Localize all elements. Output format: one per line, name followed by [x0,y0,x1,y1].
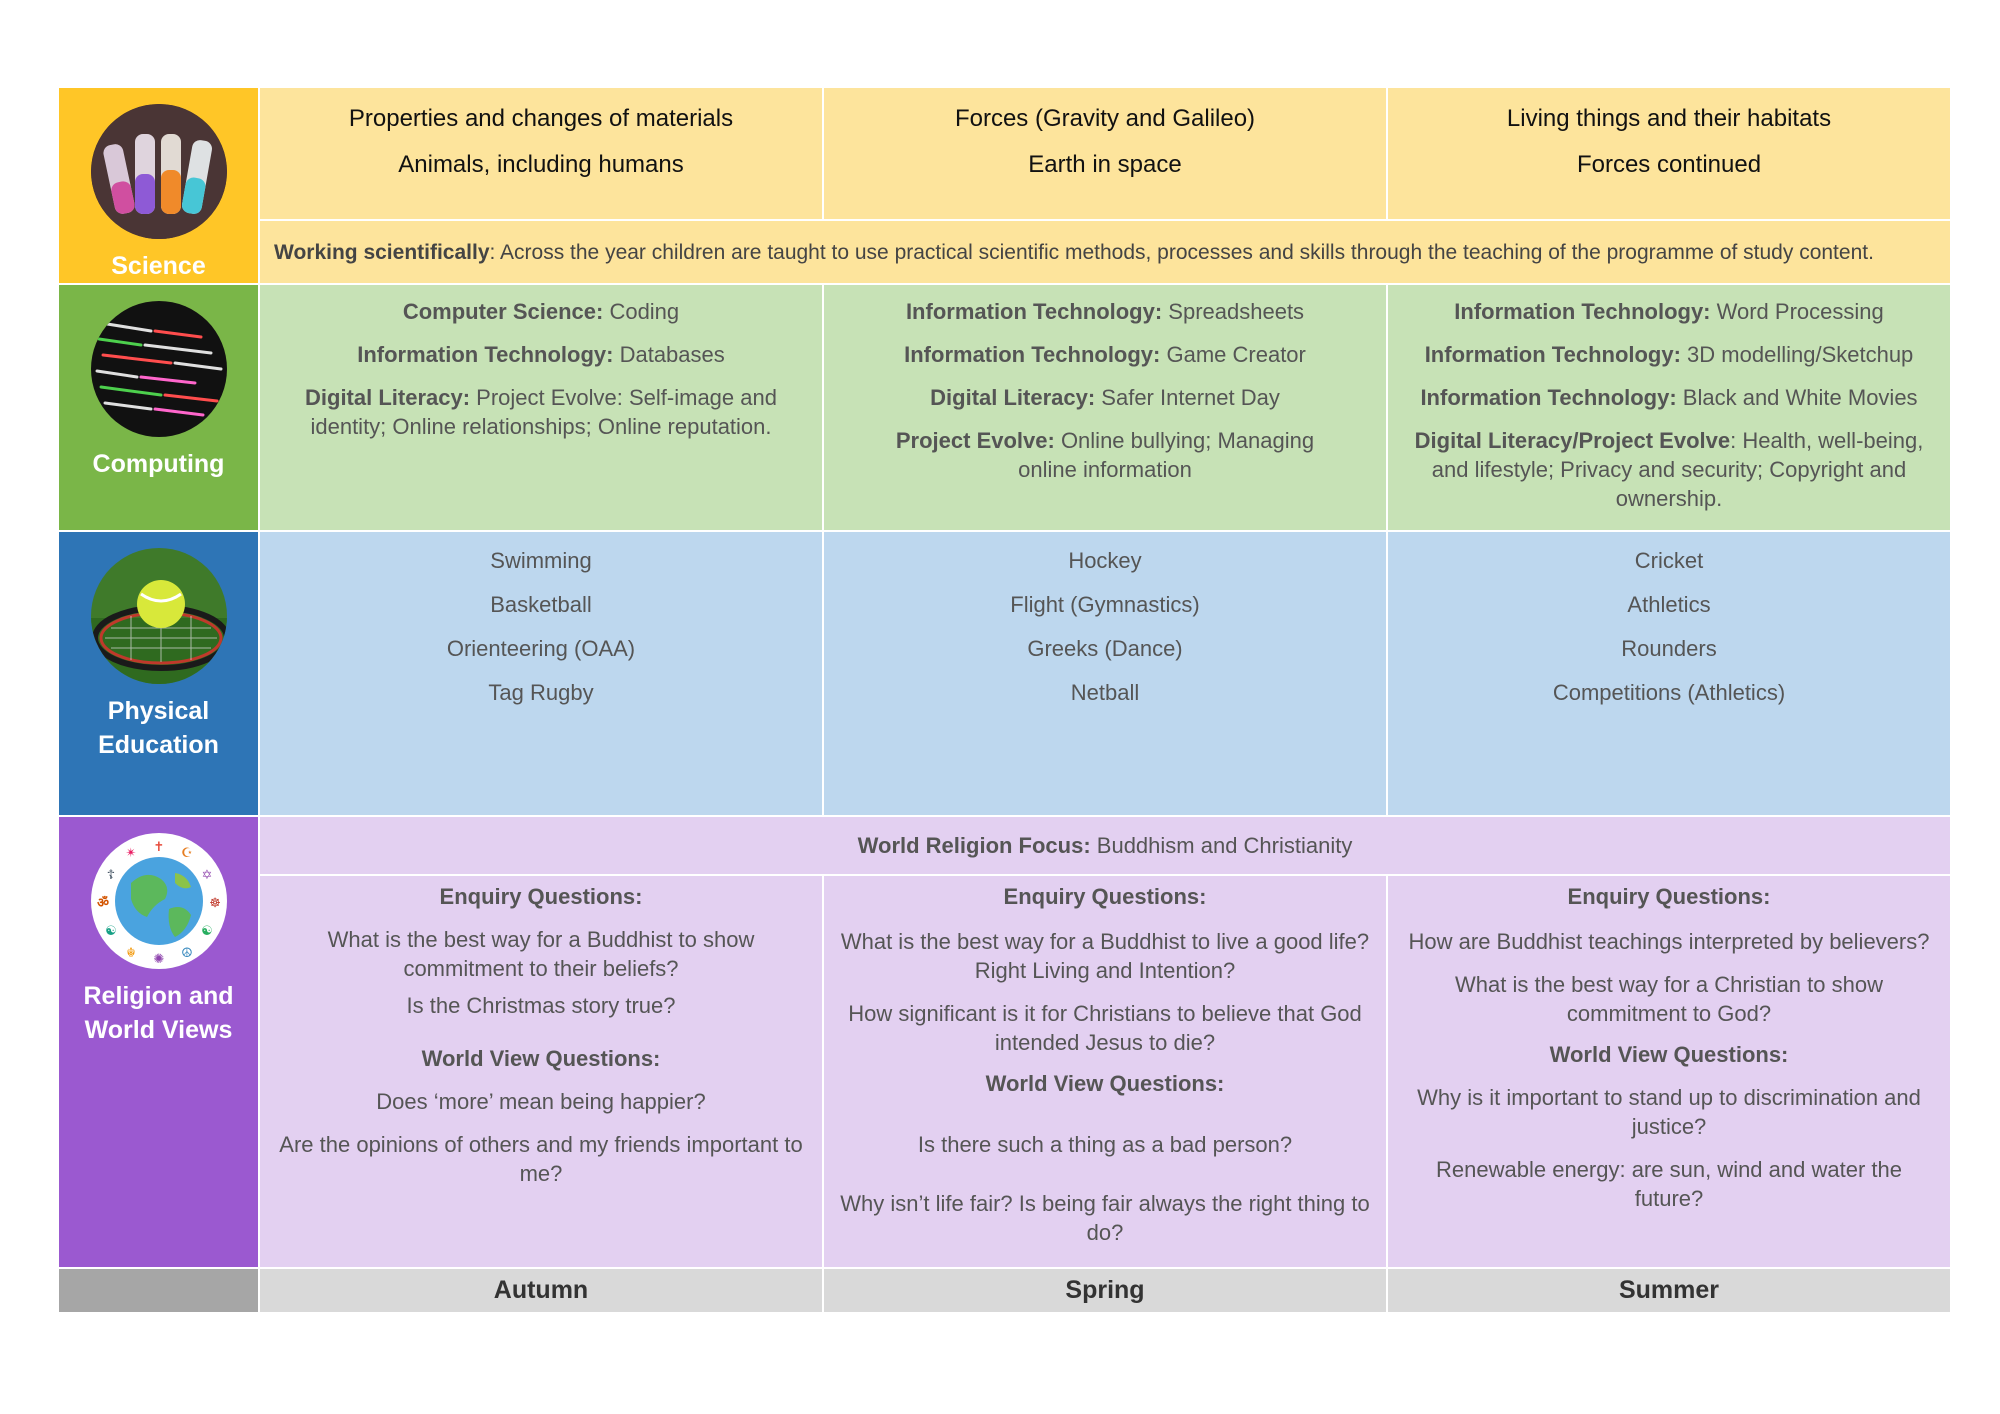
focus-text: Buddhism and Christianity [1090,833,1353,858]
enquiry-question: Is the Christmas story true? [406,993,676,1018]
pe-summer-cell [1387,531,1951,816]
enquiry-question: What is the best way for a Christian to show commitment to God? [1455,972,1883,1026]
worldview-question: Is there such a thing as a bad person? [917,1132,1293,1157]
worldview-heading: World View Questions: [985,1071,1225,1096]
pe-activity: Netball [1070,680,1140,705]
worldview-question: Renewable energy: are sun, wind and water the future? [1436,1157,1902,1211]
computing-autumn-item: Information Technology: Databases [357,342,725,367]
enquiry-question: How significant is it for Christians to believe that God intended Jesus to die? [848,1001,1362,1055]
curriculum-table [58,87,1951,1313]
pe-activity: Cricket [1634,548,1704,573]
science-summer-cell [1387,87,1951,220]
science-autumn-cell [259,87,823,220]
world-religion-focus-row [259,816,1951,875]
svg-text:✺: ✺ [153,952,164,967]
enquiry-question: What is the best way for a Buddhist to show commitment to their beliefs? [327,927,755,981]
terms-corner-cell [58,1268,259,1313]
re-subject-cell [58,816,259,1268]
svg-text:☸: ☸ [208,896,221,911]
pe-activity: Tag Rugby [488,680,594,705]
pe-activity: Orienteering (OAA) [446,636,636,661]
science-autumn-topic-2: Animals, including humans [398,151,684,178]
pe-activity: Greeks (Dance) [1027,636,1183,661]
re-summer-cell [1387,875,1951,1268]
computing-spring-item: Information Technology: Game Creator [904,342,1306,367]
code-screen-icon [91,301,227,437]
re-autumn-cell [259,875,823,1268]
pe-activity: Basketball [490,592,592,617]
computing-autumn-item: Digital Literacy: Project Evolve: Self-image and identity; Online relationships; Online reputation. [305,385,777,439]
working-scientifically-label: Working scientifically [274,240,490,264]
svg-text:☪: ☪ [180,846,193,861]
test-tubes-icon [91,104,227,239]
computing-summer-item: Information Technology: 3D modelling/Sketchup [1424,342,1914,367]
term-summer: Summer [1387,1268,1951,1313]
science-label: Science [111,252,206,280]
pe-activity: Flight (Gymnastics) [1010,592,1200,617]
re-label-line2: World Views [84,1016,233,1044]
computing-summer-item: Information Technology: Black and White Movies [1420,385,1918,410]
computing-subject-cell [58,284,259,531]
svg-text:☯: ☯ [104,924,117,939]
enquiry-question: What is the best way for a Buddhist to live a good life? Right Living and Intention? [840,929,1370,983]
svg-text:✴: ✴ [125,846,136,861]
computing-spring-item: Digital Literacy: Safer Internet Day [930,385,1280,410]
computing-spring-item: Project Evolve: Online bullying; Managing online information [895,428,1315,482]
pe-activity: Rounders [1621,636,1717,661]
focus-label: World Religion Focus: [857,833,1091,858]
term-spring: Spring [823,1268,1387,1313]
science-autumn-topic-1: Properties and changes of materials [348,105,734,132]
tennis-ball-icon [91,548,227,684]
pe-spring-cell [823,531,1387,816]
svg-text:✝: ✝ [153,840,164,855]
science-spring-topic-2: Earth in space [1028,151,1182,178]
pe-autumn-cell [259,531,823,816]
globe-religion-symbols-icon [91,833,227,969]
pe-activity: Hockey [1068,548,1142,573]
pe-label-line1: Physical [107,697,210,725]
worldview-question: Why isn’t life fair? Is being fair always the right thing to do? [840,1191,1370,1245]
working-scientifically-row [259,220,1951,284]
svg-text:ॐ: ॐ [96,896,109,911]
computing-label: Computing [92,450,225,478]
computing-summer-item: Information Technology: Word Processing [1454,299,1884,324]
enquiry-question: How are Buddhist teachings interpreted by believers? [1408,929,1930,954]
computing-autumn-cell [259,284,823,531]
svg-text:☯: ☯ [200,924,213,939]
computing-spring-item: Information Technology: Spreadsheets [905,299,1305,324]
science-spring-topic-1: Forces (Gravity and Galileo) [954,105,1256,132]
re-label-line1: Religion and [83,982,234,1010]
worldview-question: Are the opinions of others and my friends important to me? [279,1132,803,1186]
computing-summer-item: Digital Literacy/Project Evolve: Health, well-being, and lifestyle; Privacy and security; Copyright and ownership. [1414,428,1924,511]
pe-subject-cell [58,531,259,816]
worldview-heading: World View Questions: [421,1046,661,1071]
science-spring-cell [823,87,1387,220]
science-summer-topic-2: Forces continued [1576,151,1762,178]
svg-text:✡: ✡ [201,868,212,883]
pe-activity: Athletics [1627,592,1711,617]
science-summer-topic-1: Living things and their habitats [1506,105,1832,132]
svg-text:☬: ☬ [125,946,136,961]
enquiry-heading: Enquiry Questions: [1567,884,1771,909]
enquiry-heading: Enquiry Questions: [439,884,643,909]
term-autumn: Autumn [259,1268,823,1313]
worldview-question: Does ‘more’ mean being happier? [376,1089,706,1114]
computing-autumn-item: Computer Science: Coding [402,299,680,324]
worldview-heading: World View Questions: [1549,1042,1789,1067]
computing-summer-cell [1387,284,1951,531]
pe-label-line2: Education [98,731,219,759]
svg-text:☮: ☮ [180,946,193,961]
pe-activity: Swimming [490,548,592,573]
svg-text:☦: ☦ [106,868,115,883]
science-subject-cell [58,87,259,284]
re-spring-cell [823,875,1387,1268]
enquiry-heading: Enquiry Questions: [1003,884,1207,909]
computing-spring-cell [823,284,1387,531]
worldview-question: Why is it important to stand up to discrimination and justice? [1417,1085,1921,1139]
working-scientifically-text: : Across the year children are taught to use practical scientific methods, processes and skills through the teaching of the programme of study content. [489,240,1874,264]
pe-activity: Competitions (Athletics) [1552,680,1786,705]
